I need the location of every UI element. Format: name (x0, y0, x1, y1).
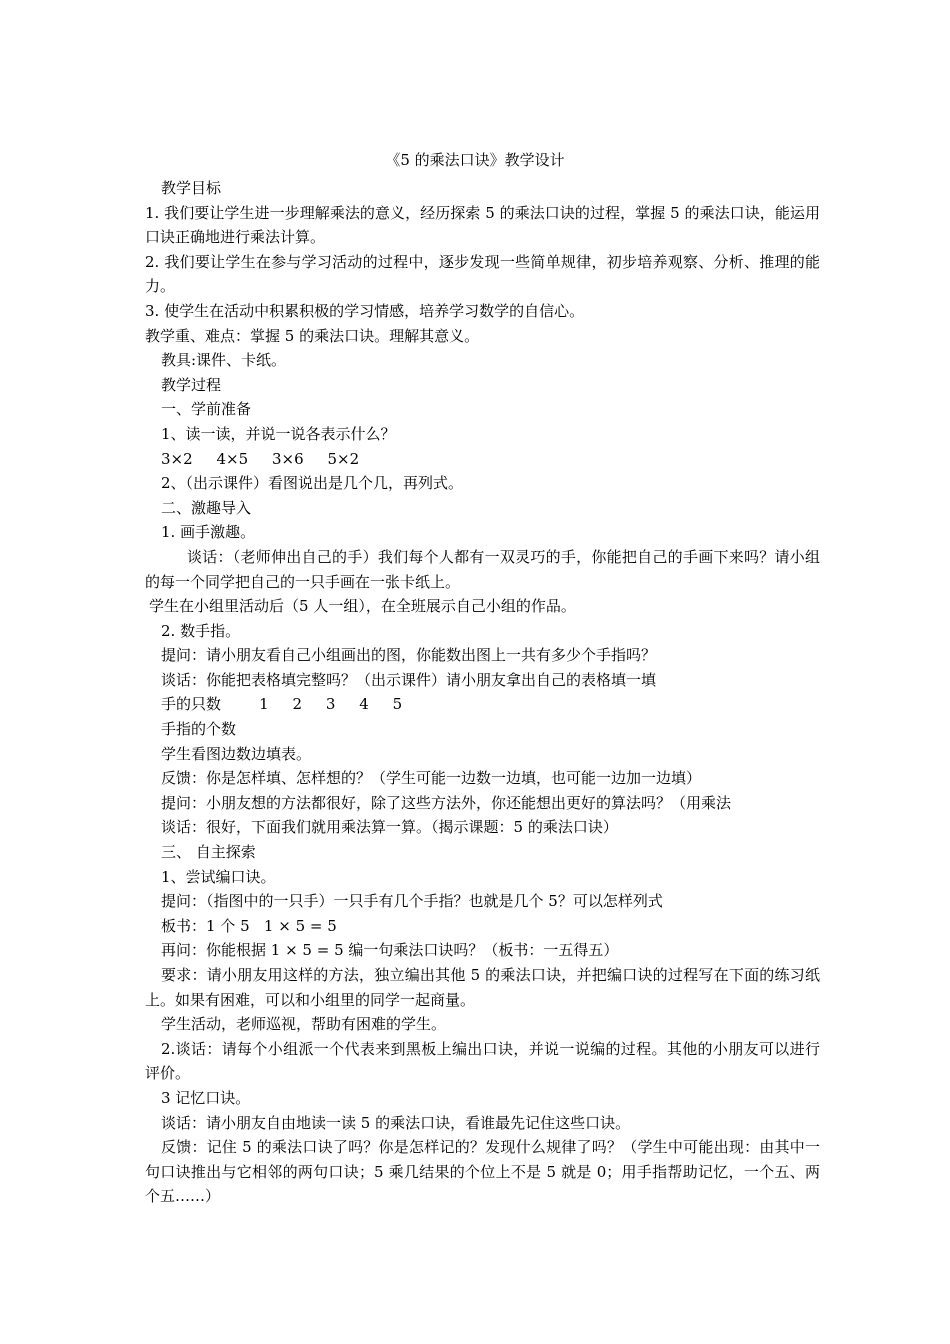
section-3-heading: 三、 自主探索 (161, 843, 256, 862)
section-2-heading: 二、激趣导入 (161, 498, 252, 517)
section-1-item-1: 1、读一读，并说一说各表示什么？ (161, 424, 396, 443)
document-body (145, 176, 820, 1209)
goal-item-3: 3. 使学生在活动中积累积极的学习情感，培养学习数学的自信心。 (145, 301, 585, 320)
feedback-1: 反馈：你是怎样填、怎样想的？（学生可能一边数一边填，也可能一边加一边填） (161, 769, 702, 788)
board-writing-1: 板书：1 个 5 1 × 5 = 5 (161, 916, 337, 935)
key-points: 教学重、难点：掌握 5 的乘法口诀。理解其意义。 (145, 326, 480, 345)
section-1-item-2: 2、（出示课件）看图说出是几个几，再列式。 (161, 474, 464, 493)
talk-5: 谈话：请小朋友自由地读一读 5 的乘法口诀，看谁最先记住这些口诀。 (161, 1113, 631, 1132)
goal-item-1: 1. 我们要让学生进一步理解乘法的意义，经历探索 5 的乘法口诀的过程，掌握 5 的乘法口诀，能运用口诀正确地进行乘法计算。 (145, 203, 820, 247)
talk-2: 谈话：你能把表格填完整吗？（出示课件）请小朋友拿出自己的表格填一填 (161, 670, 657, 689)
heading-teaching-goals: 教学目标 (161, 179, 222, 197)
multiplication-examples: 3×2 4×5 3×6 5×2 (161, 449, 360, 468)
goal-item-2: 2. 我们要让学生在参与学习活动的过程中，逐步发现一些简单规律，初步培养观察、分析、推理的能力。 (145, 252, 820, 296)
student-activity-2: 学生看图边数边填表。 (161, 744, 312, 763)
section-2-item-1: 1. 画手激趣。 (161, 523, 256, 542)
section-3-item-3: 3 记忆口诀。 (161, 1088, 251, 1107)
feedback-2: 反馈：记住 5 的乘法口诀了吗？你是怎样记的？发现什么规律了吗？（学生中可能出现：由其中一句口诀推出与它相邻的两句口诀；5 乘几结果的个位上不是 5 就是 0；用手指帮助记忆，一个五、两个五……） (145, 1138, 820, 1206)
question-3: 提问：（指图中的一只手）一只手有几个手指？也就是几个 5？可以怎样列式 (161, 892, 663, 911)
talk-paragraph-1: 谈话：（老师伸出自己的手）我们每个人都有一双灵巧的手，你能把自己的手画下来吗？请小组的每一个同学把自己的一只手画在一张卡纸上。 (145, 547, 820, 591)
question-2: 提问：小朋友想的方法都很好，除了这些方法外，你还能想出更好的算法吗？（用乘法 (161, 793, 732, 812)
table-row-fingers: 手指的个数 (161, 720, 237, 739)
talk-4: 2.谈话：请每个小组派一个代表来到黑板上编出口诀，并说一说编的过程。其他的小朋友可以进行评价。 (145, 1039, 820, 1083)
requirement: 要求：请小朋友用这样的方法，独立编出其他 5 的乘法口诀，并把编口诀的过程写在下面的练习纸上。如果有困难，可以和小组里的同学一起商量。 (145, 966, 820, 1009)
section-3-item-1: 1、尝试编口诀。 (161, 867, 276, 886)
teaching-aids: 教具:课件、卡纸。 (161, 351, 287, 370)
student-activity-3: 学生活动，老师巡视，帮助有困难的学生。 (161, 1015, 447, 1034)
section-2-item-2: 2. 数手指。 (161, 621, 241, 640)
question-4: 再问：你能根据 1 × 5 = 5 编一句乘法口诀吗？（板书：一五得五） (161, 941, 619, 960)
document-title: 《5 的乘法口诀》教学设计 (385, 151, 565, 169)
heading-teaching-process: 教学过程 (161, 375, 222, 394)
section-1-heading: 一、学前准备 (161, 400, 252, 419)
table-row-hands: 手的只数 1 2 3 4 5 (161, 695, 403, 714)
question-1: 提问：请小朋友看自己小组画出的图，你能数出图上一共有多少个手指吗？ (161, 646, 657, 665)
student-activity-1: 学生在小组里活动后（5 人一组），在全班展示自己小组的作品。 (149, 597, 576, 616)
talk-3: 谈话：很好，下面我们就用乘法算一算。（揭示课题：5 的乘法口诀） (161, 818, 618, 837)
